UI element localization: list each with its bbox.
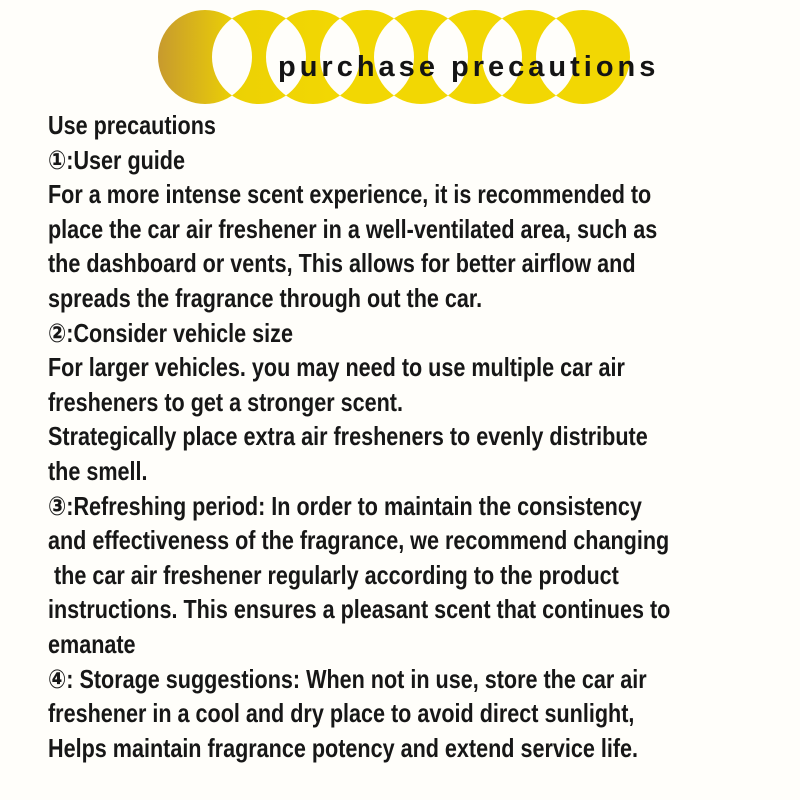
text-line: freshener in a cool and dry place to avoid direct sunlight, — [48, 698, 635, 729]
text-line: instructions. This ensures a pleasant scent that continues to — [48, 594, 671, 625]
text-line: For a more intense scent experience, it is recommended to — [48, 179, 652, 210]
page-title: purchase precautions — [278, 51, 660, 83]
text-line: spreads the fragrance through out the car. — [48, 282, 483, 313]
text-line: place the car air freshener in a well-ventilated area, such as — [48, 213, 658, 244]
text-line: Use precautions — [48, 110, 216, 140]
text-line: emanate — [48, 628, 136, 659]
text-line: ②:Consider vehicle size — [48, 317, 293, 348]
text-line: the smell. — [48, 455, 148, 486]
text-line: the car air freshener regularly according to the product — [48, 559, 619, 590]
text-line: and effectiveness of the fragrance, we recommend changing — [48, 525, 670, 556]
text-line: ③:Refreshing period: In order to maintain the consistency — [48, 490, 642, 521]
text-line: ④: Storage suggestions: When not in use, store the car air — [48, 663, 647, 694]
precautions-text-block — [48, 108, 800, 765]
text-line: Strategically place extra air fresheners to evenly distribute — [48, 421, 648, 452]
text-line: ①:User guide — [48, 144, 185, 175]
header-banner — [0, 0, 800, 120]
text-line: the dashboard or vents, This allows for better airflow and — [48, 248, 636, 279]
text-line: For larger vehicles. you may need to use multiple car air — [48, 352, 625, 383]
text-line: Helps maintain fragrance potency and extend service life. — [48, 732, 639, 763]
text-line: fresheners to get a stronger scent. — [48, 386, 403, 417]
